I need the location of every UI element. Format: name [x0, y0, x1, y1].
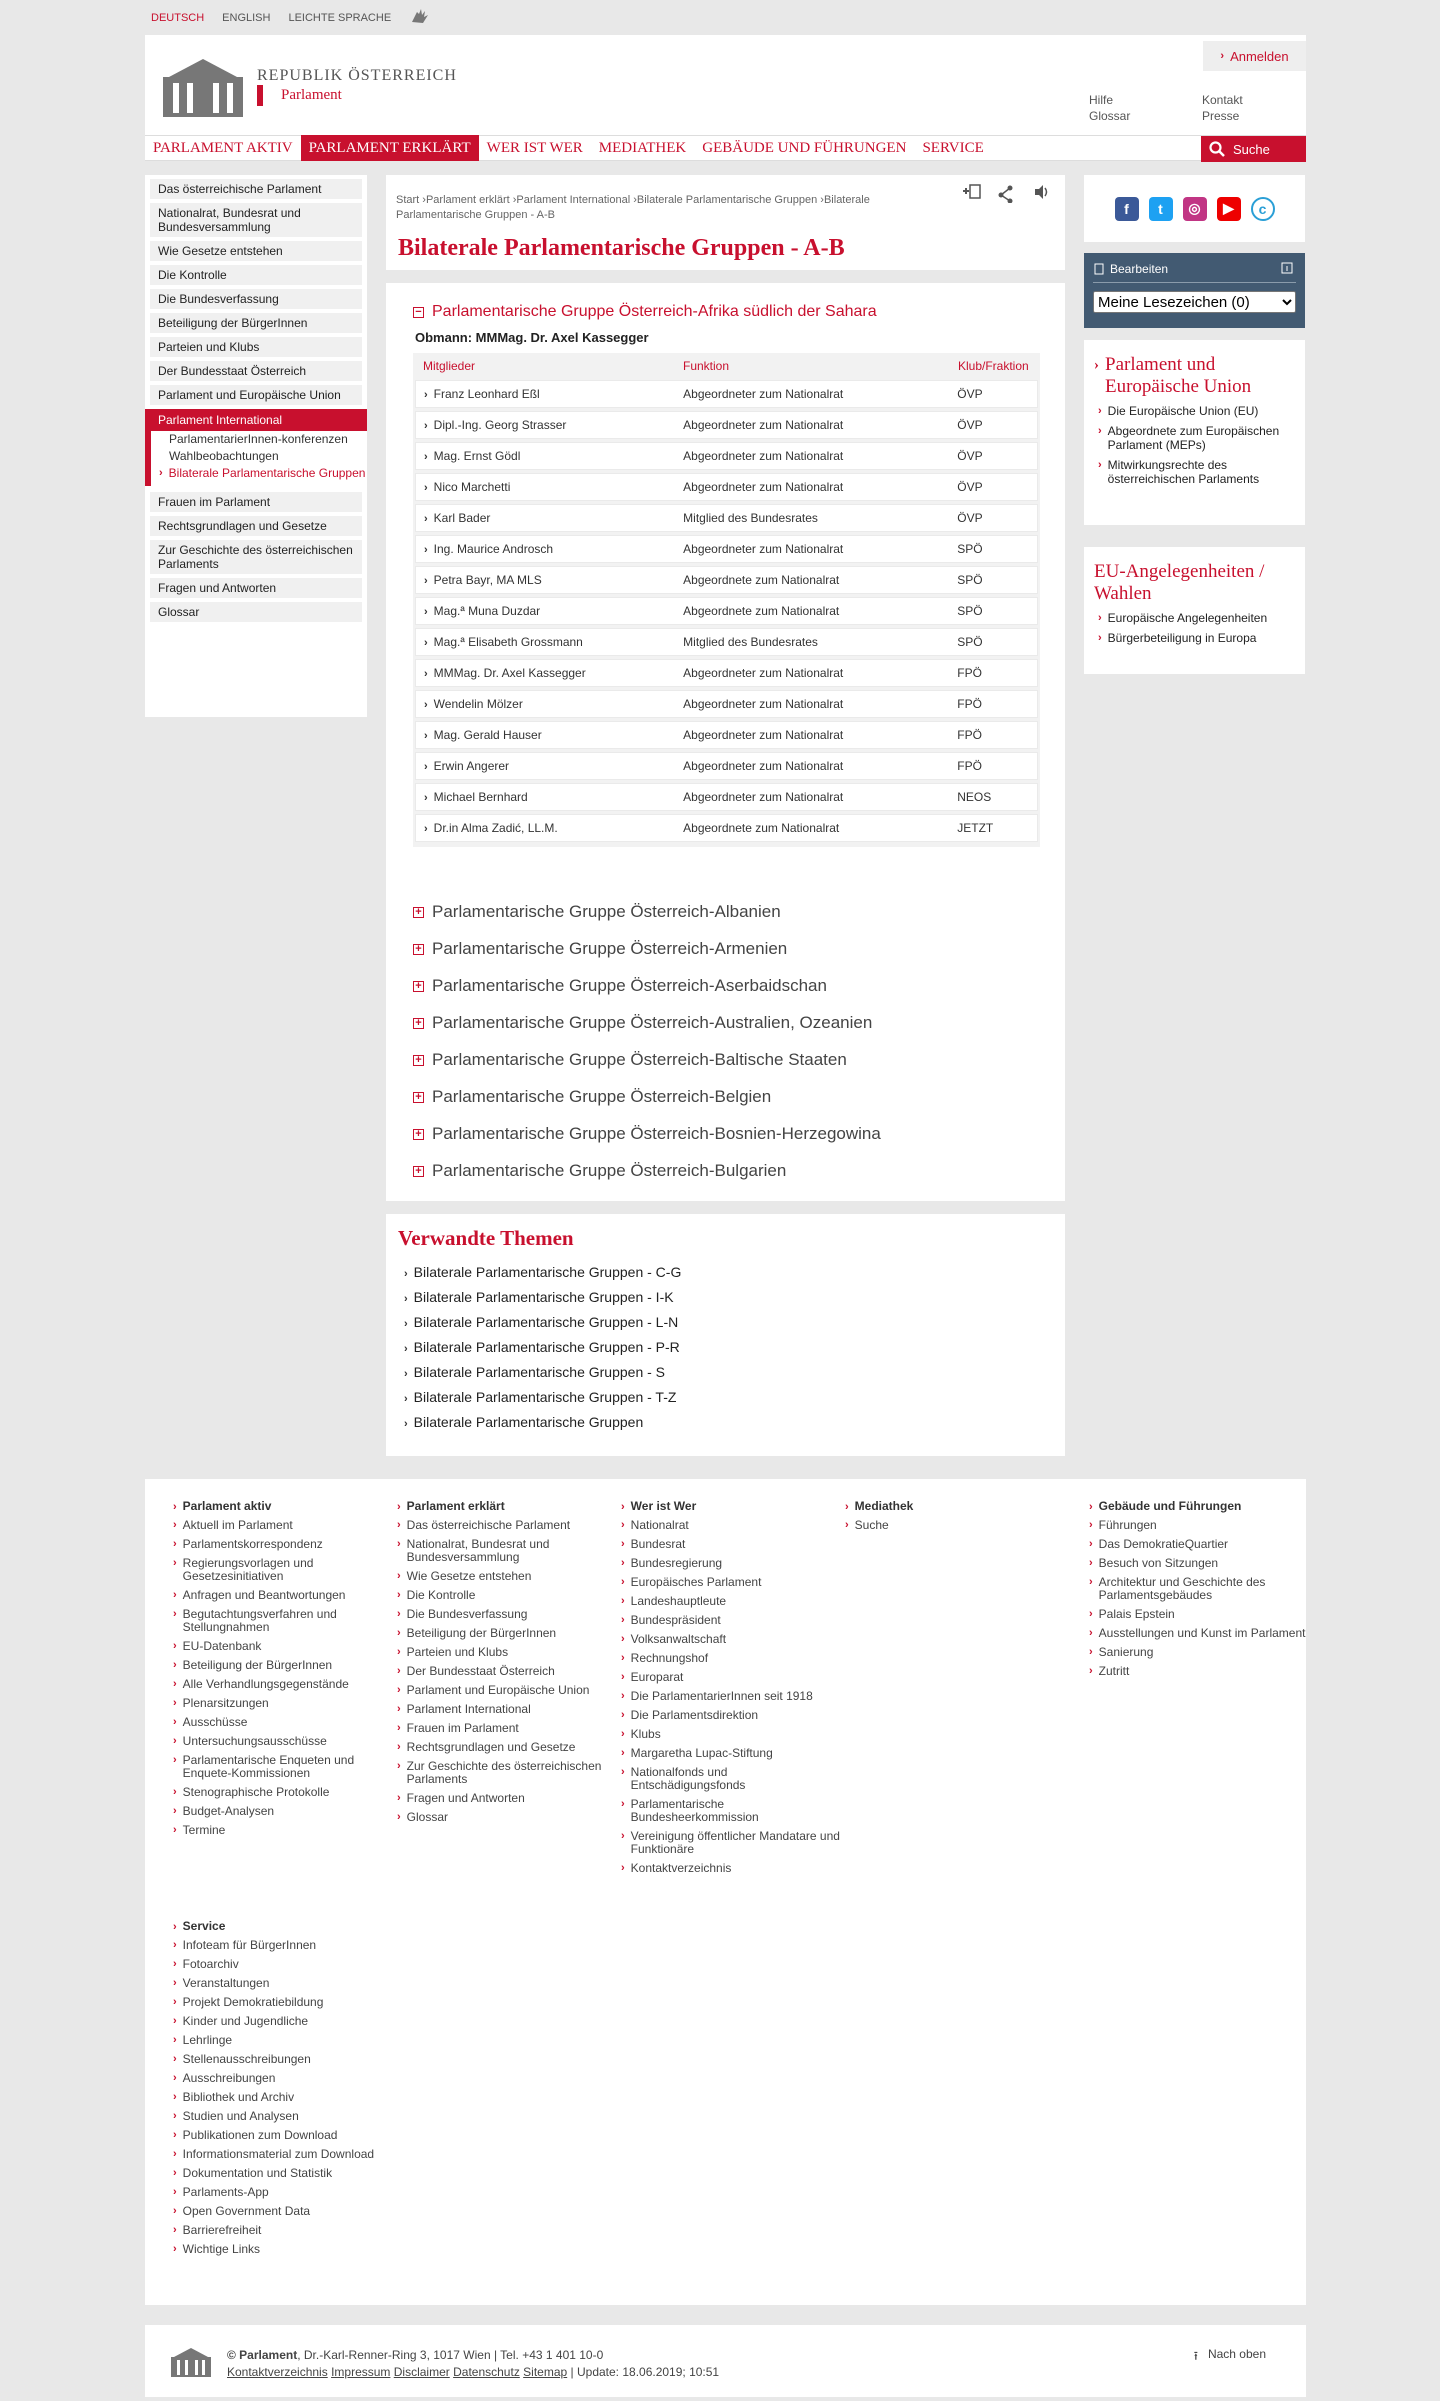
footer-link[interactable]: › Architektur und Geschichte des Parlamentsgebäudes [1089, 1575, 1266, 1602]
footer-link[interactable]: › Wichtige Links [173, 2242, 261, 2256]
member-function: Abgeordneter zum Nationalrat [683, 759, 844, 773]
nav-gebaeude[interactable]: GEBÄUDE UND FÜHRUNGEN [702, 139, 907, 156]
member-function: Abgeordneter zum Nationalrat [683, 728, 844, 742]
sidebar-link[interactable]: › Europäische Angelegenheiten [1098, 611, 1268, 625]
footer-link-disclaimer[interactable]: Disclaimer [393, 2365, 450, 2379]
footer-link[interactable]: › Regierungsvorlagen und Gesetzesinitiativen [173, 1556, 314, 1583]
footer-link[interactable]: › Dokumentation und Statistik [173, 2166, 333, 2180]
footer-link[interactable]: › Das österreichische Parlament [397, 1518, 571, 1532]
footer-link[interactable]: › Plenarsitzungen [173, 1696, 269, 1710]
member-name[interactable]: › Michael Bernhard [424, 790, 528, 804]
footer-link[interactable]: › Palais Epstein [1089, 1607, 1175, 1621]
member-name[interactable]: › Dipl.-Ing. Georg Strasser [424, 418, 567, 432]
nav-mediathek[interactable]: MEDIATHEK [598, 139, 687, 156]
footer-link[interactable]: › Parlament und Europäische Union [397, 1683, 590, 1697]
press-link[interactable]: Presse [1202, 109, 1240, 123]
sidebar-item-nationalrat[interactable]: Nationalrat, Bundesrat und Bundesversammlung [150, 203, 362, 237]
sidebar-sub-wahlbeobachtungen[interactable]: Wahlbeobachtungen [169, 449, 279, 463]
sidebar-link[interactable]: › Bürgerbeteiligung in Europa [1098, 631, 1257, 645]
address: , Dr.-Karl-Renner-Ring 3, 1017 Wien | Tel. +43 1 401 10-0 [297, 2348, 604, 2362]
member-club: SPÖ [957, 635, 983, 649]
logo-title: REPUBLIK ÖSTERREICH [257, 66, 457, 84]
footer-link[interactable]: › Bundespräsident [621, 1613, 721, 1627]
footer-link[interactable]: › Alle Verhandlungsgegenstände [173, 1677, 349, 1691]
footer-link[interactable]: › Parlamentarische Bundesheerkommission [621, 1797, 759, 1824]
footer-link[interactable]: › Suche [845, 1518, 889, 1532]
footer-link[interactable]: › Der Bundesstaat Österreich [397, 1664, 555, 1678]
footer-column-title[interactable]: › Mediathek [845, 1499, 914, 1513]
footer-link[interactable]: › Barrierefreiheit [173, 2223, 262, 2237]
table-row[interactable] [415, 504, 1038, 532]
member-name[interactable]: › Ing. Maurice Androsch [424, 542, 554, 556]
eu-box [1084, 340, 1305, 525]
member-name[interactable]: › Mag. Gerald Hauser [424, 728, 542, 742]
footer-link[interactable]: › Anfragen und Beantwortungen [173, 1588, 346, 1602]
group-toggle[interactable]: + Parlamentarische Gruppe Österreich-Aserbaidschan [413, 976, 827, 996]
help-link[interactable]: Hilfe [1089, 93, 1114, 107]
read-aloud-icon[interactable] [1033, 183, 1051, 201]
footer-column-title[interactable]: › Gebäude und Führungen [1089, 1499, 1242, 1513]
table-row[interactable] [415, 597, 1038, 625]
table-row[interactable] [415, 628, 1038, 656]
login-button[interactable]: › Anmelden [1203, 41, 1306, 71]
related-topics [386, 1214, 1065, 1456]
member-function: Abgeordnete zum Nationalrat [683, 604, 840, 618]
footer-link[interactable]: › Rechnungshof [621, 1651, 709, 1665]
member-name[interactable]: › Erwin Angerer [424, 759, 510, 773]
sidebar-item-parteien[interactable]: Parteien und Klubs [150, 337, 362, 357]
facebook-icon[interactable]: f [1115, 197, 1139, 221]
footer-link[interactable]: › Infoteam für BürgerInnen [173, 1938, 317, 1952]
group-toggle[interactable]: + Parlamentarische Gruppe Österreich-Armenien [413, 939, 787, 959]
footer-column-title[interactable]: › Wer ist Wer [621, 1499, 697, 1513]
footer-link[interactable]: › Rechtsgrundlagen und Gesetze [397, 1740, 576, 1754]
logo-subtitle: Parlament [257, 85, 457, 106]
parliament-building-icon [159, 57, 247, 121]
collapse-icon: − [413, 307, 424, 318]
group-toggle[interactable]: + Parlamentarische Gruppe Österreich-Australien, Ozeanien [413, 1013, 872, 1033]
footer-link[interactable]: › Europäisches Parlament [621, 1575, 762, 1589]
member-name[interactable]: › Mag. Ernst Gödl [424, 449, 521, 463]
search-icon [1209, 141, 1225, 157]
left-sidebar [145, 175, 367, 717]
eu-box-title[interactable]: › Parlament und Europäische Union [1094, 354, 1252, 397]
flickr-icon[interactable]: c [1251, 197, 1275, 221]
eu-elections-title[interactable]: EU-Angelegenheiten / Wahlen [1094, 561, 1265, 604]
footer-link[interactable]: › Beteiligung der BürgerInnen [397, 1626, 557, 1640]
footer-column-title[interactable]: › Service [173, 1919, 226, 1933]
member-function: Abgeordnete zum Nationalrat [683, 821, 840, 835]
member-name[interactable]: › Wendelin Mölzer [424, 697, 523, 711]
member-club: FPÖ [957, 666, 982, 680]
sidebar-link[interactable]: › Mitwirkungsrechte des österreichischen Parlaments [1098, 458, 1260, 486]
footer-link[interactable]: › Zutritt [1089, 1664, 1130, 1678]
expand-icon: + [413, 981, 424, 992]
member-club: ÖVP [957, 480, 983, 494]
member-function: Mitglied des Bundesrates [683, 635, 818, 649]
member-club: JETZT [957, 821, 994, 835]
arrow-up-icon: ⭱ [1193, 2349, 1198, 2363]
expand-icon: + [413, 1129, 424, 1140]
footer-link[interactable]: › Parlaments-App [173, 2185, 269, 2199]
footer-link[interactable]: › Bundesregierung [621, 1556, 723, 1570]
lang-deutsch[interactable]: DEUTSCH [151, 11, 205, 24]
sidebar-item-parlament[interactable]: Das österreichische Parlament [150, 179, 362, 199]
twitter-icon[interactable]: t [1149, 197, 1173, 221]
footer-column [1089, 1499, 1309, 1684]
footer-link[interactable]: › Nationalrat, Bundesrat und Bundesversammlung [397, 1537, 550, 1564]
footer-link[interactable]: › Informationsmaterial zum Download [173, 2147, 375, 2161]
expand-icon: + [413, 944, 424, 955]
sidebar-item-glossar[interactable]: Glossar [150, 602, 362, 622]
footer-link[interactable]: › Vereinigung öffentlicher Mandatare und Funktionäre [621, 1829, 840, 1856]
edit-box [1084, 253, 1305, 328]
footer-column-title[interactable]: › Parlament aktiv [173, 1499, 272, 1513]
site-header [145, 35, 1306, 135]
member-function: Mitglied des Bundesrates [683, 511, 818, 525]
group-chair: Obmann: MMMag. Dr. Axel Kassegger [415, 330, 649, 345]
footer-link[interactable]: › Stenographische Protokolle [173, 1785, 330, 1799]
expand-icon: + [413, 1018, 424, 1029]
sidebar-item-international[interactable]: Parlament International [145, 409, 367, 431]
table-row[interactable] [415, 721, 1038, 749]
footer-link[interactable]: › Die Parlamentsdirektion [621, 1708, 759, 1722]
expand-icon: + [413, 1092, 424, 1103]
nav-wer-ist-wer[interactable]: WER IST WER [486, 139, 583, 156]
lang-leichte-sprache[interactable]: LEICHTE SPRACHE [288, 11, 392, 24]
member-club: ÖVP [957, 511, 983, 525]
edit-label: Bearbeiten [1110, 262, 1169, 276]
footer-column [173, 1499, 393, 1843]
social-links [1084, 175, 1305, 242]
member-function: Abgeordneter zum Nationalrat [683, 542, 844, 556]
sidebar-item-kontrolle[interactable]: Die Kontrolle [150, 265, 362, 285]
footer-column [397, 1499, 617, 1830]
groups-panel [386, 283, 1065, 1201]
footer-link[interactable]: › Frauen im Parlament [397, 1721, 519, 1735]
footer-link[interactable]: › Die Kontrolle [397, 1588, 476, 1602]
related-title: Verwandte Themen [398, 1226, 574, 1250]
footer-link[interactable]: › Beteiligung der BürgerInnen [173, 1658, 333, 1672]
group-toggle[interactable]: + Parlamentarische Gruppe Österreich-Baltische Staaten [413, 1050, 847, 1070]
table-row[interactable] [415, 659, 1038, 687]
footer-link[interactable]: › Publikationen zum Download [173, 2128, 338, 2142]
table-row[interactable] [415, 814, 1038, 842]
parliament-logo[interactable] [159, 57, 457, 121]
table-row[interactable] [415, 380, 1038, 408]
sidebar-item-gesetze[interactable]: Wie Gesetze entstehen [150, 241, 362, 261]
footer-link[interactable]: › Wie Gesetze entstehen [397, 1569, 532, 1583]
expand-icon: + [413, 1055, 424, 1066]
member-name[interactable]: › Karl Bader [424, 511, 491, 525]
bottom-bar [145, 2325, 1306, 2397]
member-club: ÖVP [957, 418, 983, 432]
title-panel [386, 175, 1065, 270]
page-tools [961, 183, 1051, 203]
expand-icon: + [413, 907, 424, 918]
footer-link[interactable]: › Landeshauptleute [621, 1594, 727, 1608]
member-club: FPÖ [957, 728, 982, 742]
member-function: Abgeordnete zum Nationalrat [683, 573, 840, 587]
table-row[interactable] [415, 442, 1038, 470]
footer-link[interactable]: › Volksanwaltschaft [621, 1632, 727, 1646]
related-link[interactable]: › Bilaterale Parlamentarische Gruppen - L-N [404, 1314, 679, 1330]
member-club: FPÖ [957, 759, 982, 773]
share-icon[interactable] [997, 183, 1019, 203]
footer-link[interactable]: › Lehrlinge [173, 2033, 233, 2047]
instagram-icon[interactable]: ◎ [1183, 197, 1207, 221]
breadcrumb[interactable]: Start ›Parlament erklärt ›Parlament International ›Bilaterale Parlamentarische Gruppen ›Bilaterale Parlamentarische Gruppen - A-B [396, 194, 870, 221]
members-table [413, 353, 1040, 847]
col-club: Klub/Fraktion [958, 359, 1029, 373]
nav-parlament-aktiv[interactable]: PARLAMENT AKTIV [153, 139, 293, 156]
member-club: SPÖ [957, 573, 983, 587]
sidebar-subnav [145, 431, 367, 486]
footer-link[interactable]: › EU-Datenbank [173, 1639, 262, 1653]
footer-link[interactable]: › Aktuell im Parlament [173, 1518, 293, 1532]
footer-link-impressum[interactable]: Impressum [331, 2365, 391, 2379]
sidebar-item-eu[interactable]: Parlament und Europäische Union [150, 385, 362, 405]
footer-link[interactable]: › Klubs [621, 1727, 661, 1741]
member-name[interactable]: › Mag.ª Elisabeth Grossmann [424, 635, 583, 649]
group-toggle[interactable]: + Parlamentarische Gruppe Österreich-Albanien [413, 902, 781, 922]
member-name[interactable]: › Petra Bayr, MA MLS [424, 573, 542, 587]
col-members: Mitglieder [423, 359, 476, 373]
search-button[interactable]: Suche [1201, 136, 1306, 162]
related-link[interactable]: › Bilaterale Parlamentarische Gruppen - I-K [404, 1289, 674, 1305]
footer-link[interactable]: › Bundesrat [621, 1537, 686, 1551]
footer-link[interactable]: › Ausschreibungen [173, 2071, 276, 2085]
back-to-top-button[interactable]: ⭱ Nach oben [1194, 2347, 1266, 2368]
footer-column [621, 1499, 841, 1881]
footer-column [845, 1499, 1065, 1538]
nav-parlament-erklaert[interactable]: PARLAMENT ERKLÄRT [301, 135, 479, 161]
footer-link[interactable]: › Margaretha Lupac-Stiftung [621, 1746, 773, 1760]
sidebar-item-frauen[interactable]: Frauen im Parlament [150, 492, 362, 512]
member-function: Abgeordneter zum Nationalrat [683, 666, 844, 680]
footer-link[interactable]: › Termine [173, 1823, 226, 1837]
group-toggle[interactable]: + Parlamentarische Gruppe Österreich-Bulgarien [413, 1161, 786, 1181]
sidebar-item-verfassung[interactable]: Die Bundesverfassung [150, 289, 362, 309]
group-toggle[interactable]: + Parlamentarische Gruppe Österreich-Bosnien-Herzegowina [413, 1124, 881, 1144]
footer-column-title[interactable]: › Parlament erklärt [397, 1499, 505, 1513]
group-expanded-toggle[interactable]: − Parlamentarische Gruppe Österreich-Afrika südlich der Sahara [413, 303, 877, 321]
member-club: FPÖ [957, 697, 982, 711]
member-name[interactable]: › Nico Marchetti [424, 480, 511, 494]
related-link[interactable]: › Bilaterale Parlamentarische Gruppen [404, 1414, 644, 1430]
sidebar-item-bundesstaat[interactable]: Der Bundesstaat Österreich [150, 361, 362, 381]
footer-link[interactable]: › Parlamentarische Enqueten und Enquete-Kommissionen [173, 1753, 355, 1780]
table-row[interactable] [415, 752, 1038, 780]
glossary-link[interactable]: Glossar [1089, 109, 1131, 123]
footer-link[interactable]: › Parteien und Klubs [397, 1645, 509, 1659]
member-club: SPÖ [957, 542, 983, 556]
footer [145, 1479, 1306, 2305]
info-icon[interactable] [1281, 262, 1293, 274]
member-name[interactable]: › MMMag. Dr. Axel Kassegger [424, 666, 586, 680]
member-name[interactable]: › Franz Leonhard Eßl [424, 387, 540, 401]
table-row[interactable] [415, 690, 1038, 718]
footer-link[interactable]: › Fotoarchiv [173, 1957, 239, 1971]
footer-link[interactable]: › Studien und Analysen [173, 2109, 299, 2123]
footer-link[interactable]: › Stellenausschreibungen [173, 2052, 311, 2066]
group-toggle[interactable]: + Parlamentarische Gruppe Österreich-Belgien [413, 1087, 771, 1107]
eu-elections-box [1084, 547, 1305, 674]
footer-link-sitemap[interactable]: Sitemap [523, 2365, 568, 2379]
footer-link[interactable]: › Führungen [1089, 1518, 1157, 1532]
footer-link[interactable]: › Glossar [397, 1810, 449, 1824]
footer-link[interactable]: › Projekt Demokratiebildung [173, 1995, 324, 2009]
footer-link[interactable]: › Parlamentskorrespondenz [173, 1537, 323, 1551]
footer-link-kontakt[interactable]: Kontaktverzeichnis [227, 2365, 328, 2379]
table-header [415, 355, 1038, 377]
footer-link-datenschutz[interactable]: Datenschutz [453, 2365, 520, 2379]
member-club: SPÖ [957, 604, 983, 618]
member-name[interactable]: › Mag.ª Muna Duzdar [424, 604, 541, 618]
lang-english[interactable]: ENGLISH [222, 11, 271, 24]
member-club: ÖVP [957, 387, 983, 401]
footer-link[interactable]: › Nationalrat [621, 1518, 689, 1532]
member-club: ÖVP [957, 449, 983, 463]
edit-icon [1094, 263, 1104, 275]
sidebar-link[interactable]: › Abgeordnete zum Europäischen Parlament (MEPs) [1098, 424, 1280, 452]
footer-link[interactable]: › Ausschüsse [173, 1715, 248, 1729]
member-function: Abgeordneter zum Nationalrat [683, 418, 844, 432]
contact-link[interactable]: Kontakt [1202, 93, 1243, 107]
footer-link[interactable]: › Europarat [621, 1670, 684, 1684]
footer-link[interactable]: › Das DemokratieQuartier [1089, 1537, 1229, 1551]
footer-link[interactable]: › Sanierung [1089, 1645, 1154, 1659]
footer-logo-icon [169, 2347, 213, 2379]
sidebar-link[interactable]: › Die Europäische Union (EU) [1098, 404, 1259, 418]
table-row[interactable] [415, 411, 1038, 439]
sidebar-item-rechtsgrundlagen[interactable]: Rechtsgrundlagen und Gesetze [150, 516, 362, 536]
language-bar [145, 0, 1306, 35]
col-function: Funktion [683, 359, 730, 373]
footer-link[interactable]: › Kinder und Jugendliche [173, 2014, 309, 2028]
footer-link[interactable]: › Ausstellungen und Kunst im Parlament [1089, 1626, 1306, 1640]
member-function: Abgeordneter zum Nationalrat [683, 480, 844, 494]
footer-link[interactable]: › Fragen und Antworten [397, 1791, 525, 1805]
footer-link[interactable]: › Open Government Data [173, 2204, 311, 2218]
footer-link[interactable]: › Bibliothek und Archiv [173, 2090, 295, 2104]
member-function: Abgeordneter zum Nationalrat [683, 449, 844, 463]
footer-link[interactable]: › Kontaktverzeichnis [621, 1861, 732, 1875]
related-link[interactable]: › Bilaterale Parlamentarische Gruppen - T-Z [404, 1389, 677, 1405]
table-row[interactable] [415, 473, 1038, 501]
related-link[interactable]: › Bilaterale Parlamentarische Gruppen - S [404, 1364, 666, 1380]
footer-link[interactable]: › Zur Geschichte des österreichischen Parlaments [397, 1759, 602, 1786]
main-nav [145, 135, 1306, 161]
copyright: © Parlament [227, 2348, 298, 2362]
sign-language-icon[interactable] [409, 6, 431, 29]
youtube-icon[interactable]: ▶ [1217, 197, 1241, 221]
bookmarks-select[interactable] [1093, 291, 1296, 313]
member-name[interactable]: › Dr.in Alma Zadić, LL.M. [424, 821, 558, 835]
table-row[interactable] [415, 783, 1038, 811]
footer-link[interactable]: › Budget-Analysen [173, 1804, 275, 1818]
nav-service[interactable]: SERVICE [922, 139, 984, 156]
page-title: Bilaterale Parlamentarische Gruppen - A-B [398, 235, 845, 261]
footer-link[interactable]: › Parlament International [397, 1702, 531, 1716]
sidebar-item-beteiligung[interactable]: Beteiligung der BürgerInnen [150, 313, 362, 333]
related-link[interactable]: › Bilaterale Parlamentarische Gruppen - C-G [404, 1264, 682, 1280]
footer-link[interactable]: › Nationalfonds und Entschädigungsfonds [621, 1765, 746, 1792]
sidebar-sub-konferenzen[interactable]: ParlamentarierInnen-konferenzen [169, 432, 348, 446]
footer-link[interactable]: › Die Bundesverfassung [397, 1607, 528, 1621]
expand-icon: + [413, 1166, 424, 1177]
sidebar-item-geschichte[interactable]: Zur Geschichte des österreichischen Parlaments [150, 540, 362, 574]
member-function: Abgeordneter zum Nationalrat [683, 790, 844, 804]
footer-link[interactable]: › Begutachtungsverfahren und Stellungnahmen [173, 1607, 337, 1634]
footer-link[interactable]: › Veranstaltungen [173, 1976, 270, 1990]
sidebar-item-fragen[interactable]: Fragen und Antworten [150, 578, 362, 598]
footer-link[interactable]: › Untersuchungsausschüsse [173, 1734, 327, 1748]
footer-link[interactable]: › Besuch von Sitzungen [1089, 1556, 1219, 1570]
table-row[interactable] [415, 566, 1038, 594]
bookmark-add-icon[interactable] [961, 183, 983, 201]
member-function: Abgeordneter zum Nationalrat [683, 387, 844, 401]
member-club: NEOS [957, 790, 992, 804]
sidebar-sub-bilaterale[interactable]: › Bilaterale Parlamentarische Gruppen [159, 466, 366, 480]
footer-link[interactable]: › Die ParlamentarierInnen seit 1918 [621, 1689, 813, 1703]
related-link[interactable]: › Bilaterale Parlamentarische Gruppen - P-R [404, 1339, 680, 1355]
footer-column-service [173, 1919, 393, 2262]
update-date: | Update: 18.06.2019; 10:51 [570, 2365, 720, 2379]
table-row[interactable] [415, 535, 1038, 563]
member-function: Abgeordneter zum Nationalrat [683, 697, 844, 711]
